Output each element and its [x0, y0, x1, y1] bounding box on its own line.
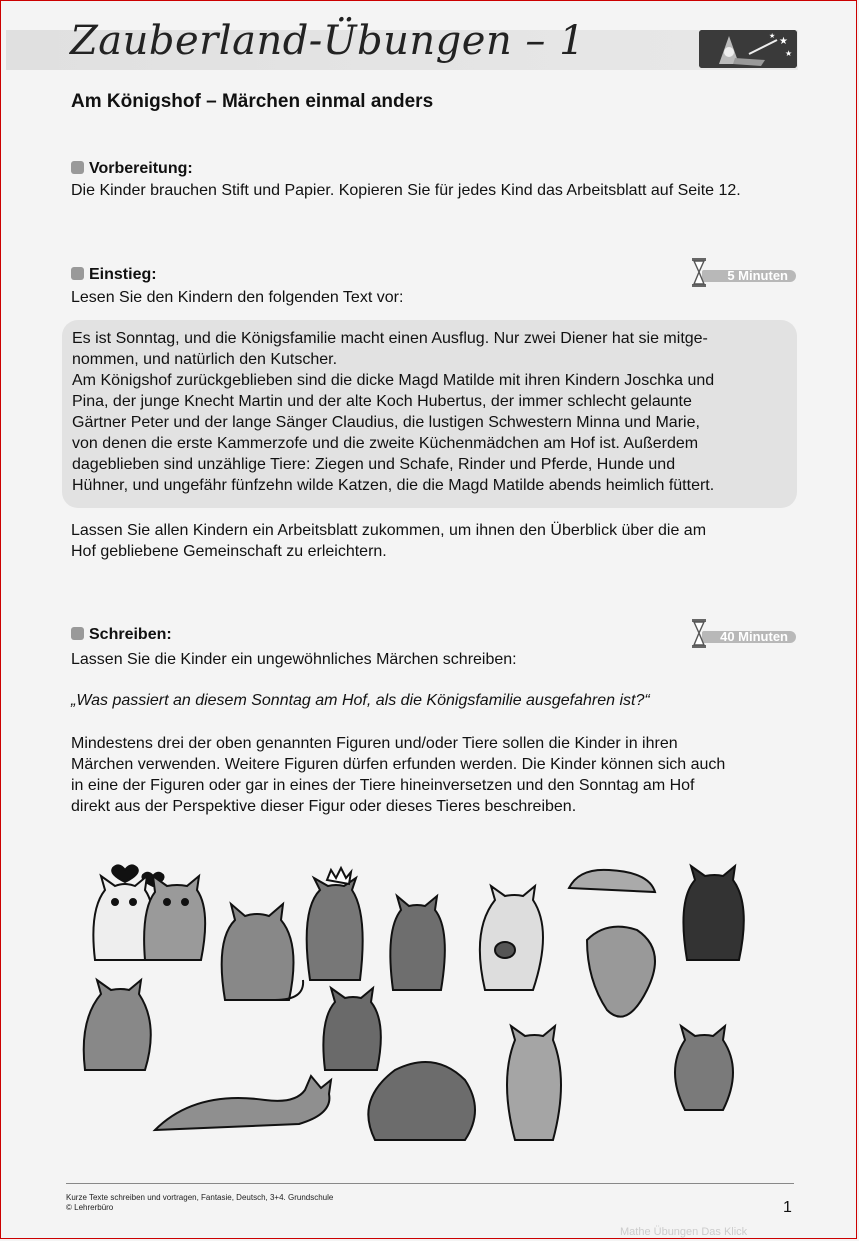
story-line: Am Königshof zurückgeblieben sind die dicke Magd Matilde mit ihren Kindern Joschka und [72, 372, 715, 389]
vorbereitung-text: Die Kinder brauchen Stift und Papier. Kopieren Sie für jedes Kind das Arbeitsblatt auf Seite 12. [71, 182, 741, 199]
page-number: 1 [783, 1199, 792, 1216]
story-line: nommen, und natürlich den Kutscher. [72, 351, 338, 368]
story-line: Gärtner Peter und der lange Sänger Claudius, die lustigen Schwestern Minna und Marie, [72, 414, 700, 431]
hourglass-icon [690, 618, 710, 650]
footer-text: Kurze Texte schreiben und vortragen, Fantasie, Deutsch, 3+4. Grundschule © Lehrerbüro [66, 1193, 334, 1212]
story-box [62, 320, 797, 508]
svg-text:★: ★ [769, 32, 776, 40]
footer-rule [66, 1183, 794, 1184]
watermark: Mathe Übungen Das Klick [620, 1226, 748, 1238]
time-badge-schreiben: 40 Minuten [690, 628, 798, 644]
einstieg-after-text: Lassen Sie allen Kindern ein Arbeitsblatt zukommen, um ihnen den Überblick über die am Hof gebliebene Gemeinschaft zu erleichtern. [71, 522, 707, 560]
bullet-square-icon [71, 161, 84, 174]
story-line: Es ist Sonntag, und die Königsfamilie macht einen Ausflug. Nur zwei Diener hat sie mitge- [72, 330, 708, 347]
story-line: Pina, der junge Knecht Martin und der alte Koch Hubertus, der immer schlecht gelaunte [72, 393, 692, 410]
svg-text:★: ★ [785, 49, 793, 58]
einstieg-intro: Lesen Sie den Kindern den folgenden Text vor: [71, 289, 404, 306]
section-heading-schreiben: Schreiben: [71, 626, 172, 644]
section-heading-einstieg: Einstieg: [71, 266, 157, 284]
cats-illustration [75, 850, 795, 1150]
page-header-title: Zauberland-Übungen – 1 [70, 18, 586, 64]
schreiben-body: Mindestens drei der oben genannten Figuren und/oder Tiere sollen die Kinder in ihren Märchen verwenden. Weitere Figuren dürfen erfunden werden. Die Kinder können sich auch in eine der Figuren oder gar in eines der Tiere hineinversetzen und den Sonntag am Hof direkt aus der Perspektive dieser Figur oder dieses Tieres beschreiben. [71, 735, 726, 815]
wizard-logo [699, 30, 797, 68]
story-line: dageblieben sind unzählige Tiere: Ziegen und Schafe, Rinder und Pferde, Hunde und [72, 456, 676, 473]
schreiben-intro: Lassen Sie die Kinder ein ungewöhnliches Märchen schreiben: [71, 651, 517, 668]
schreiben-question: „Was passiert an diesem Sonntag am Hof, als die Königsfamilie ausgefahren ist?“ [71, 692, 650, 709]
time-badge-einstieg: 5 Minuten [690, 267, 798, 283]
hourglass-icon [690, 257, 710, 289]
section-heading-vorbereitung: Vorbereitung: [71, 160, 193, 178]
page-subtitle: Am Königshof – Märchen einmal anders [71, 91, 434, 112]
svg-text:★: ★ [779, 36, 788, 47]
story-line: Hühner, und ungefähr fünfzehn wilde Katzen, die die Magd Matilde abends heimlich füttert. [72, 477, 715, 494]
bullet-square-icon [71, 267, 84, 280]
story-line: von denen die erste Kammerzofe und die zweite Küchenmädchen am Hof ist. Außerdem [72, 435, 699, 452]
bullet-square-icon [71, 627, 84, 640]
